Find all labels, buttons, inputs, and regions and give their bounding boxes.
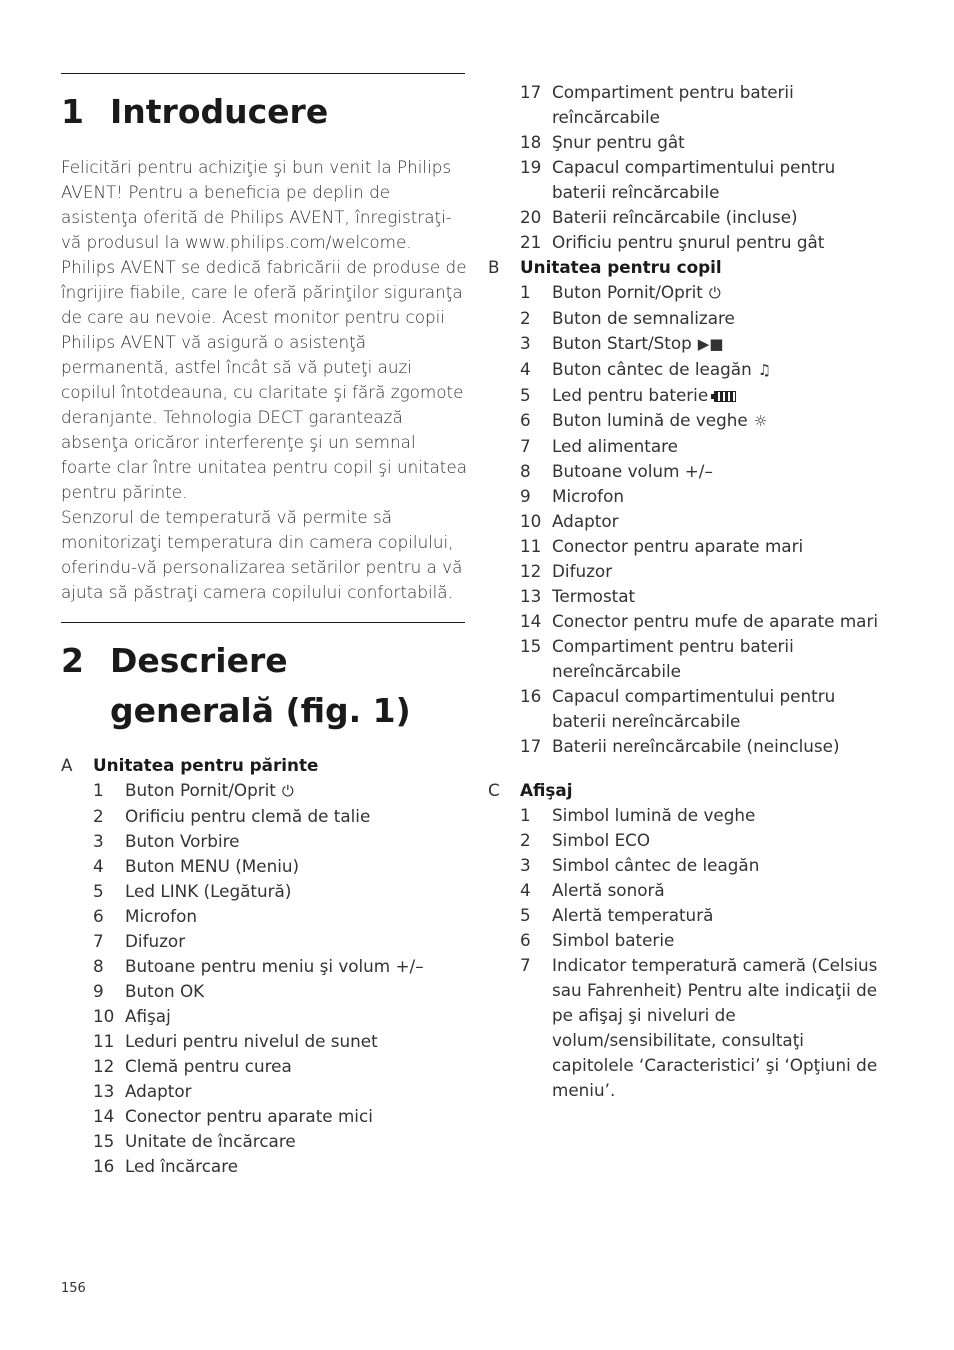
item-text: Led încărcare <box>125 1156 239 1176</box>
item-label <box>552 853 890 878</box>
item-number: 4 <box>520 359 531 379</box>
item-text: Compartiment pentru baterii reîncărcabile <box>552 82 794 127</box>
list-item <box>520 878 890 903</box>
item-text: Led alimentare <box>552 436 678 456</box>
item-text: Buton Pornit/Oprit <box>125 780 276 800</box>
item-label <box>125 1154 424 1179</box>
item-text: Simbol ECO <box>552 830 651 850</box>
item-number: 3 <box>93 831 104 851</box>
item-label <box>552 609 890 634</box>
section-title: Introducere <box>110 92 329 131</box>
item-label <box>552 408 890 434</box>
item-number: 3 <box>520 855 531 875</box>
item-text: Microfon <box>552 486 624 506</box>
item-text: Termostat <box>552 586 636 606</box>
group-letter: C <box>488 780 500 800</box>
item-label <box>552 878 890 903</box>
group-letter: A <box>61 755 73 775</box>
item-number: 20 <box>520 207 542 227</box>
item-label <box>552 230 890 255</box>
list-item <box>520 80 890 130</box>
item-label <box>125 904 424 929</box>
item-number: 8 <box>93 956 104 976</box>
list-item <box>520 130 890 155</box>
item-text: Simbol baterie <box>552 930 675 950</box>
item-number: 17 <box>520 82 542 102</box>
item-number: 1 <box>520 282 531 302</box>
parent-unit-list-continued <box>520 80 890 255</box>
item-label <box>125 778 424 804</box>
list-item <box>520 230 890 255</box>
item-number: 2 <box>93 806 104 826</box>
list-item <box>93 1004 424 1029</box>
item-number: 12 <box>520 561 542 581</box>
item-text: Simbol lumină de veghe <box>552 805 756 825</box>
item-label <box>552 331 890 357</box>
list-item <box>93 1154 424 1179</box>
item-number: 6 <box>520 410 531 430</box>
item-text: Buton Vorbire <box>125 831 240 851</box>
item-number: 5 <box>520 905 531 925</box>
list-item <box>520 684 890 734</box>
item-label <box>552 509 890 534</box>
item-number: 1 <box>93 780 104 800</box>
group-title: Unitatea pentru părinte <box>93 755 319 775</box>
item-number: 10 <box>520 511 542 531</box>
item-label <box>552 434 890 459</box>
list-item <box>520 205 890 230</box>
item-label <box>552 734 890 759</box>
group-letter: B <box>488 257 500 277</box>
item-label <box>552 130 890 155</box>
item-number: 12 <box>93 1056 115 1076</box>
item-text: Capacul compartimentului pentru baterii nereîncărcabile <box>552 686 836 731</box>
item-number: 18 <box>520 132 542 152</box>
item-number: 6 <box>520 930 531 950</box>
item-text: Buton cântec de leagăn <box>552 359 752 379</box>
list-item <box>93 904 424 929</box>
item-text: Buton OK <box>125 981 205 1001</box>
item-text: Conector pentru aparate mici <box>125 1106 373 1126</box>
list-item <box>93 1054 424 1079</box>
item-text: Compartiment pentru baterii nereîncărcabile <box>552 636 794 681</box>
item-text: Alertă temperatură <box>552 905 714 925</box>
item-number: 11 <box>93 1031 115 1051</box>
item-text: Difuzor <box>552 561 613 581</box>
item-number: 16 <box>520 686 542 706</box>
section-number: 1 <box>61 92 84 131</box>
list-item <box>520 734 890 759</box>
list-item <box>520 953 890 1103</box>
list-item <box>520 903 890 928</box>
item-label <box>552 684 890 734</box>
item-label <box>125 1004 424 1029</box>
item-text: Buton Pornit/Oprit <box>552 282 703 302</box>
music-note-icon: ♫ <box>757 361 772 379</box>
intro-text <box>61 155 471 605</box>
item-number: 2 <box>520 830 531 850</box>
list-item <box>93 829 424 854</box>
item-text: Orificiu pentru clemă de talie <box>125 806 371 826</box>
list-item <box>520 634 890 684</box>
list-item <box>520 853 890 878</box>
item-number: 15 <box>93 1131 115 1151</box>
item-label <box>552 155 890 205</box>
list-item <box>93 954 424 979</box>
item-label <box>125 1029 424 1054</box>
section-title: Descriere generală (fig. 1) <box>110 641 411 730</box>
item-label <box>125 1129 424 1154</box>
item-text: Adaptor <box>552 511 619 531</box>
item-text: Capacul compartimentului pentru baterii reîncărcabile <box>552 157 836 202</box>
display-list <box>520 803 890 1103</box>
item-label <box>125 854 424 879</box>
item-label <box>552 803 890 828</box>
section-divider <box>61 622 465 623</box>
list-item <box>93 778 424 804</box>
item-number: 14 <box>520 611 542 631</box>
item-label <box>125 954 424 979</box>
intro-paragraph: Philips AVENT se dedică fabricării de produse de îngrijire fiabile, care le oferă părinţilor siguranţa de care au nevoie. Acest monitor pentru copii Philips AVENT vă asigură o asistenţă permanentă, astfel încât să vă puteţi auzi copilul întotdeauna, cu claritate şi fără zgomote deranjante. Tehnologia DECT garantează absenţa oricăror interferenţe şi un semnal foarte clar între unitatea pentru copil şi unitatea pentru părinte. <box>61 257 467 502</box>
item-number: 11 <box>520 536 542 556</box>
list-item <box>93 1079 424 1104</box>
item-text: Conector pentru aparate mari <box>552 536 804 556</box>
list-item <box>93 1104 424 1129</box>
list-item <box>520 280 890 306</box>
item-number: 9 <box>520 486 531 506</box>
item-text: Indicator temperatură cameră (Celsius sau Fahrenheit) Pentru alte indicaţii de pe afişaj şi niveluri de volum/sensibilitate, consultaţi capitolele ‘Caracteristici’ şi ‘Opţiuni de meniu’. <box>552 955 878 1100</box>
item-label <box>552 928 890 953</box>
list-item <box>520 928 890 953</box>
item-text: Difuzor <box>125 931 186 951</box>
list-item <box>520 408 890 434</box>
item-label <box>552 306 890 331</box>
item-label <box>552 383 890 408</box>
item-text: Buton Start/Stop <box>552 333 692 353</box>
item-number: 6 <box>93 906 104 926</box>
item-text: Baterii reîncărcabile (incluse) <box>552 207 798 227</box>
list-item <box>520 434 890 459</box>
item-label <box>552 903 890 928</box>
item-label <box>552 205 890 230</box>
item-label <box>552 357 890 383</box>
list-item <box>520 155 890 205</box>
item-number: 8 <box>520 461 531 481</box>
item-label <box>552 953 890 1103</box>
item-text: Buton lumină de veghe <box>552 410 748 430</box>
night-light-icon: ☼ <box>753 412 768 430</box>
item-number: 3 <box>520 333 531 353</box>
item-label <box>125 829 424 854</box>
list-item <box>520 357 890 383</box>
battery-icon <box>714 391 736 402</box>
list-item <box>93 979 424 1004</box>
group-title: Afişaj <box>520 780 573 800</box>
baby-unit-list <box>520 280 890 759</box>
section-number: 2 <box>61 641 84 680</box>
list-item <box>520 828 890 853</box>
item-label <box>552 80 890 130</box>
item-number: 5 <box>93 881 104 901</box>
item-text: Adaptor <box>125 1081 192 1101</box>
item-label <box>552 584 890 609</box>
item-number: 21 <box>520 232 542 252</box>
item-number: 13 <box>520 586 542 606</box>
item-label <box>552 459 890 484</box>
item-label <box>125 879 424 904</box>
item-number: 7 <box>93 931 104 951</box>
item-label <box>125 1104 424 1129</box>
item-text: Butoane volum +/– <box>552 461 713 481</box>
item-label <box>552 484 890 509</box>
item-text: Leduri pentru nivelul de sunet <box>125 1031 378 1051</box>
item-number: 16 <box>93 1156 115 1176</box>
list-item <box>93 804 424 829</box>
item-text: Butoane pentru meniu şi volum +/– <box>125 956 424 976</box>
list-item <box>93 1129 424 1154</box>
list-item <box>520 331 890 357</box>
item-label <box>125 979 424 1004</box>
item-label <box>125 1054 424 1079</box>
list-item <box>520 534 890 559</box>
item-text: Clemă pentru curea <box>125 1056 292 1076</box>
item-text: Conector pentru mufe de aparate mari <box>552 611 879 631</box>
list-item <box>520 383 890 408</box>
item-label <box>125 804 424 829</box>
item-number: 4 <box>520 880 531 900</box>
list-item <box>520 306 890 331</box>
item-number: 13 <box>93 1081 115 1101</box>
list-item <box>520 509 890 534</box>
item-number: 15 <box>520 636 542 656</box>
item-number: 19 <box>520 157 542 177</box>
item-number: 1 <box>520 805 531 825</box>
item-text: Afişaj <box>125 1006 171 1026</box>
item-label <box>552 559 890 584</box>
play-stop-icon: ▶■ <box>697 335 724 353</box>
item-number: 4 <box>93 856 104 876</box>
group-title: Unitatea pentru copil <box>520 257 722 277</box>
intro-paragraph: Senzorul de temperatură vă permite să monitorizaţi temperatura din camera copilului, oferindu-vă personalizarea setărilor pentru a vă ajuta să păstraţi camera copilului confortabilă. <box>61 507 463 602</box>
item-label <box>552 280 890 306</box>
item-text: Orificiu pentru şnurul pentru gât <box>552 232 825 252</box>
item-text: Baterii nereîncărcabile (neincluse) <box>552 736 840 756</box>
intro-paragraph: Felicitări pentru achiziţie şi bun venit la Philips AVENT! Pentru a beneficia pe deplin de asistenţa oferită de Philips AVENT, înregistraţi-vă produsul la www.philips.com/welcome. <box>61 157 452 252</box>
item-number: 2 <box>520 308 531 328</box>
item-label <box>552 828 890 853</box>
item-text: Unitate de încărcare <box>125 1131 296 1151</box>
list-item <box>520 584 890 609</box>
list-item <box>520 459 890 484</box>
item-label <box>552 634 890 684</box>
item-text: Simbol cântec de leagăn <box>552 855 760 875</box>
item-text: Led LINK (Legătură) <box>125 881 292 901</box>
item-label <box>125 1079 424 1104</box>
item-label <box>552 534 890 559</box>
item-number: 17 <box>520 736 542 756</box>
list-item <box>93 1029 424 1054</box>
item-number: 5 <box>520 385 531 405</box>
list-item <box>520 803 890 828</box>
list-item <box>520 559 890 584</box>
item-number: 9 <box>93 981 104 1001</box>
parent-unit-list <box>93 778 424 1179</box>
item-text: Şnur pentru gât <box>552 132 685 152</box>
page-number: 156 <box>61 1281 86 1296</box>
item-text: Led pentru baterie <box>552 385 709 405</box>
item-number: 14 <box>93 1106 115 1126</box>
list-item <box>93 929 424 954</box>
item-number: 10 <box>93 1006 115 1026</box>
item-label <box>125 929 424 954</box>
power-icon: ⏻ <box>708 284 721 302</box>
item-text: Buton MENU (Meniu) <box>125 856 300 876</box>
item-text: Buton de semnalizare <box>552 308 735 328</box>
item-number: 7 <box>520 436 531 456</box>
power-icon: ⏻ <box>281 782 294 800</box>
list-item <box>93 854 424 879</box>
item-text: Alertă sonoră <box>552 880 665 900</box>
item-text: Microfon <box>125 906 197 926</box>
list-item <box>93 879 424 904</box>
section-divider <box>61 73 465 74</box>
list-item <box>520 609 890 634</box>
item-number: 7 <box>520 955 531 975</box>
list-item <box>520 484 890 509</box>
